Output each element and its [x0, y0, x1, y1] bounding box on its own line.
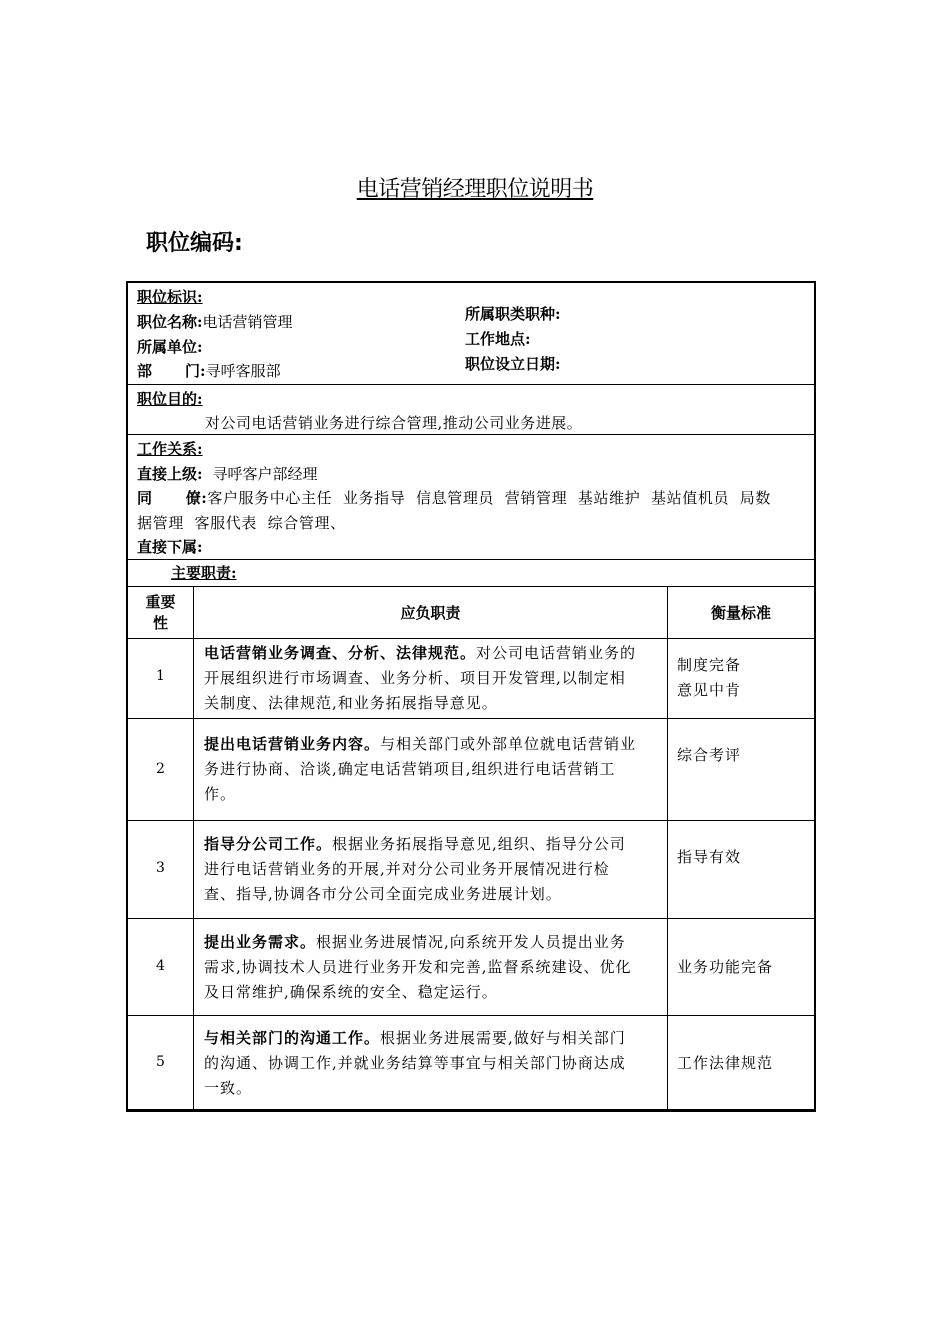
importance-value: 4: [156, 958, 165, 974]
standard-line-1: 工作法律规范: [677, 1054, 774, 1072]
duty-text-line-3: 查、指导,协调各市分公司全面完成业务进展计划。: [204, 885, 562, 903]
importance-value: 5: [156, 1054, 165, 1070]
importance-value: 2: [156, 761, 165, 777]
duty-title: 电话营销业务调查、分析、法律规范。: [204, 644, 477, 662]
unit-label: 所属单位:: [137, 338, 203, 356]
department-label-second: 门:: [185, 362, 206, 380]
identification-heading: 职位标识:: [137, 288, 203, 306]
duty-text-line-1: 根据业务进展需要,做好与相关部门: [380, 1029, 626, 1047]
importance-header-line-2: 性: [152, 614, 168, 632]
duty-text-line-1: 根据业务拓展指导意见,组织、指导分公司: [332, 835, 626, 853]
peer-value-line-1: 客户服务中心主任 业务指导 信息管理员 营销管理 基站维护 基站值机员 局数: [207, 489, 771, 507]
standard-line-1: 制度完备: [677, 656, 742, 674]
subordinate-label: 直接下属:: [137, 538, 203, 556]
duty-text-line-3: 一致。: [204, 1079, 253, 1097]
superior-row: [137, 464, 318, 484]
relations-heading: 工作关系:: [137, 440, 203, 458]
position-name-row: [137, 312, 293, 332]
identification-section: [128, 283, 814, 385]
duty-title: 提出电话营销业务内容。: [204, 735, 381, 753]
category-label: 所属职类职种:: [465, 305, 561, 323]
department-label-first: 部: [137, 362, 153, 380]
standard-line-1: 业务功能完备: [677, 958, 774, 976]
location-label: 工作地点:: [465, 330, 531, 348]
duty-description: [204, 1026, 662, 1101]
duty-text-line-3: 及日常维护,确保系统的安全、稳定运行。: [204, 983, 498, 1001]
peer-value-line-2: 据管理 客服代表 综合管理、: [137, 514, 346, 532]
duty-text-line-2: 务进行协商、洽谈,确定电话营销项目,组织进行电话营销工: [204, 760, 616, 778]
duty-text-line-1: 与相关部门或外部单位就电话营销业: [380, 735, 637, 753]
duty-text-line-1: 根据业务进展情况,向系统开发人员提出业务: [316, 933, 626, 951]
department-row: [137, 361, 281, 381]
duty-header: 应负职责: [400, 604, 461, 622]
duty-description: [204, 832, 662, 907]
importance-header-line-1: 重要: [145, 593, 176, 611]
duty-title: 指导分公司工作。: [204, 835, 333, 853]
table-row: [128, 638, 814, 719]
standard-value: [677, 653, 807, 703]
standard-value: [677, 955, 807, 980]
position-name-label: 职位名称:: [137, 313, 203, 331]
duty-title: 与相关部门的沟通工作。: [204, 1029, 381, 1047]
standard-value: [677, 845, 807, 870]
standard-value: [677, 743, 807, 768]
established-date-label: 职位设立日期:: [465, 355, 561, 373]
relations-section: [128, 435, 814, 560]
duties-heading: 主要职责:: [171, 564, 237, 582]
duty-description: [204, 930, 662, 1005]
duty-text-line-1: 对公司电话营销业务的: [476, 644, 637, 662]
purpose-heading: 职位目的:: [137, 390, 203, 408]
document-title: 电话营销经理职位说明书: [356, 177, 594, 202]
table-row: [128, 918, 814, 1016]
position-code-label: 职位编码:: [146, 231, 243, 256]
job-description-table: [126, 281, 816, 1112]
superior-label: 直接上级:: [137, 465, 203, 483]
importance-value: 3: [156, 860, 165, 876]
duty-text-line-2: 开展组织进行市场调查、业务分析、项目开发管理,以制定相: [204, 669, 626, 687]
standard-value: [677, 1051, 807, 1076]
purpose-section: [128, 385, 814, 435]
position-name-value: 电话营销管理: [202, 313, 293, 331]
peer-row: [137, 488, 771, 508]
importance-value: 1: [156, 668, 165, 684]
purpose-text: 对公司电话营销业务进行综合管理,推动公司业务进展。: [205, 414, 583, 432]
duty-text-line-2: 需求,协调技术人员进行业务开发和完善,监督系统建设、优化: [204, 958, 632, 976]
standard-line-2: 意见中肯: [677, 681, 742, 699]
standard-line-1: 综合考评: [677, 746, 742, 764]
peer-label-second: 僚:: [185, 489, 208, 507]
peer-label-first: 同: [137, 489, 153, 507]
superior-value: 寻呼客户部经理: [212, 465, 318, 483]
duty-text-line-2: 的沟通、协调工作,并就业务结算等事宜与相关部门协商达成: [204, 1054, 626, 1072]
table-row: [128, 820, 814, 919]
standard-line-1: 指导有效: [677, 848, 742, 866]
department-value: 寻呼客服部: [205, 362, 281, 380]
standard-header: 衡量标准: [710, 604, 771, 622]
duty-text-line-3: 作。: [204, 785, 237, 803]
duty-description: [204, 732, 662, 807]
duty-title: 提出业务需求。: [204, 933, 317, 951]
table-row: [128, 718, 814, 821]
duty-text-line-2: 进行电话营销业务的开展,并对分公司业务开展情况进行检: [204, 860, 610, 878]
duties-header-row: [128, 586, 814, 639]
duties-heading-row: [128, 560, 814, 586]
duty-text-line-3: 关制度、法律规范,和业务拓展指导意见。: [204, 694, 498, 712]
duty-description: [204, 641, 662, 716]
importance-header: [128, 592, 193, 634]
table-row: [128, 1015, 814, 1110]
